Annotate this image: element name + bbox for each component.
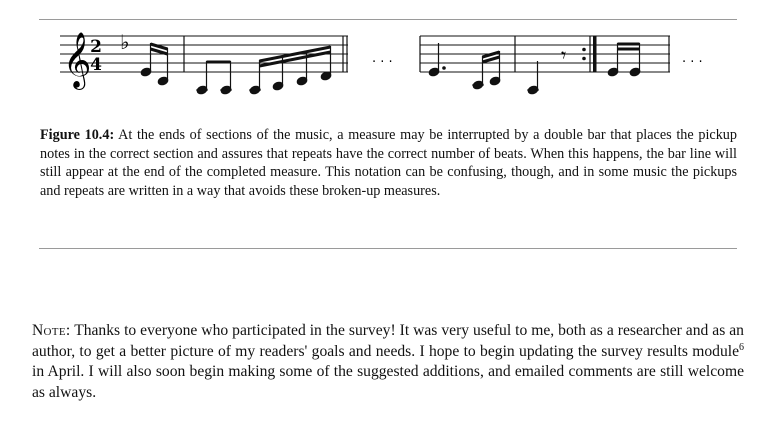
measure-3-notes	[527, 61, 539, 95]
staff-lines-1	[60, 36, 348, 72]
flat-sign: ♭	[120, 30, 130, 54]
top-rule	[39, 19, 737, 20]
footnote-mark[interactable]: 6	[739, 341, 744, 353]
staff-lines-2	[420, 36, 670, 72]
figure-caption-text: At the ends of sections of the music, a measure may be interrupted by a double bar that places the pickup notes in the correct section and assures that repeats have the correct number of beats. When this happens, the bar line will still appear at the end of the completed measure. This notation can be confusing, though, and in some music the pickups and repeats are written in a way that avoids these broken-up measures.	[40, 127, 737, 199]
eighth-rest-icon: 𝄾	[561, 43, 567, 67]
note-text-after: in April. I will also soon begin making some of the suggested additions, and emailed comments are still welcome as always.	[32, 363, 744, 401]
ellipsis-1: · · ·	[372, 55, 393, 70]
bottom-rule	[39, 248, 737, 249]
pickup-notes	[140, 43, 169, 86]
figure-label: Figure 10.4:	[40, 127, 115, 143]
note-text-before: Thanks to everyone who participated in the survey! It was very useful to me, both as a researcher and as an author, to get a better picture of my readers' goals and needs. I hope to begin updating the survey results module	[32, 322, 744, 360]
figure-caption	[40, 126, 737, 200]
music-notation-figure	[56, 26, 716, 106]
time-signature-bottom: 4	[90, 55, 102, 75]
note-paragraph	[32, 321, 744, 403]
ellipsis-2: · · ·	[682, 55, 703, 70]
measure-2-notes	[428, 43, 501, 90]
treble-clef-icon: 𝄞	[63, 32, 92, 88]
measure-notes	[196, 46, 332, 95]
time-signature-top: 2	[90, 37, 102, 57]
note-label: Note:	[32, 322, 71, 339]
